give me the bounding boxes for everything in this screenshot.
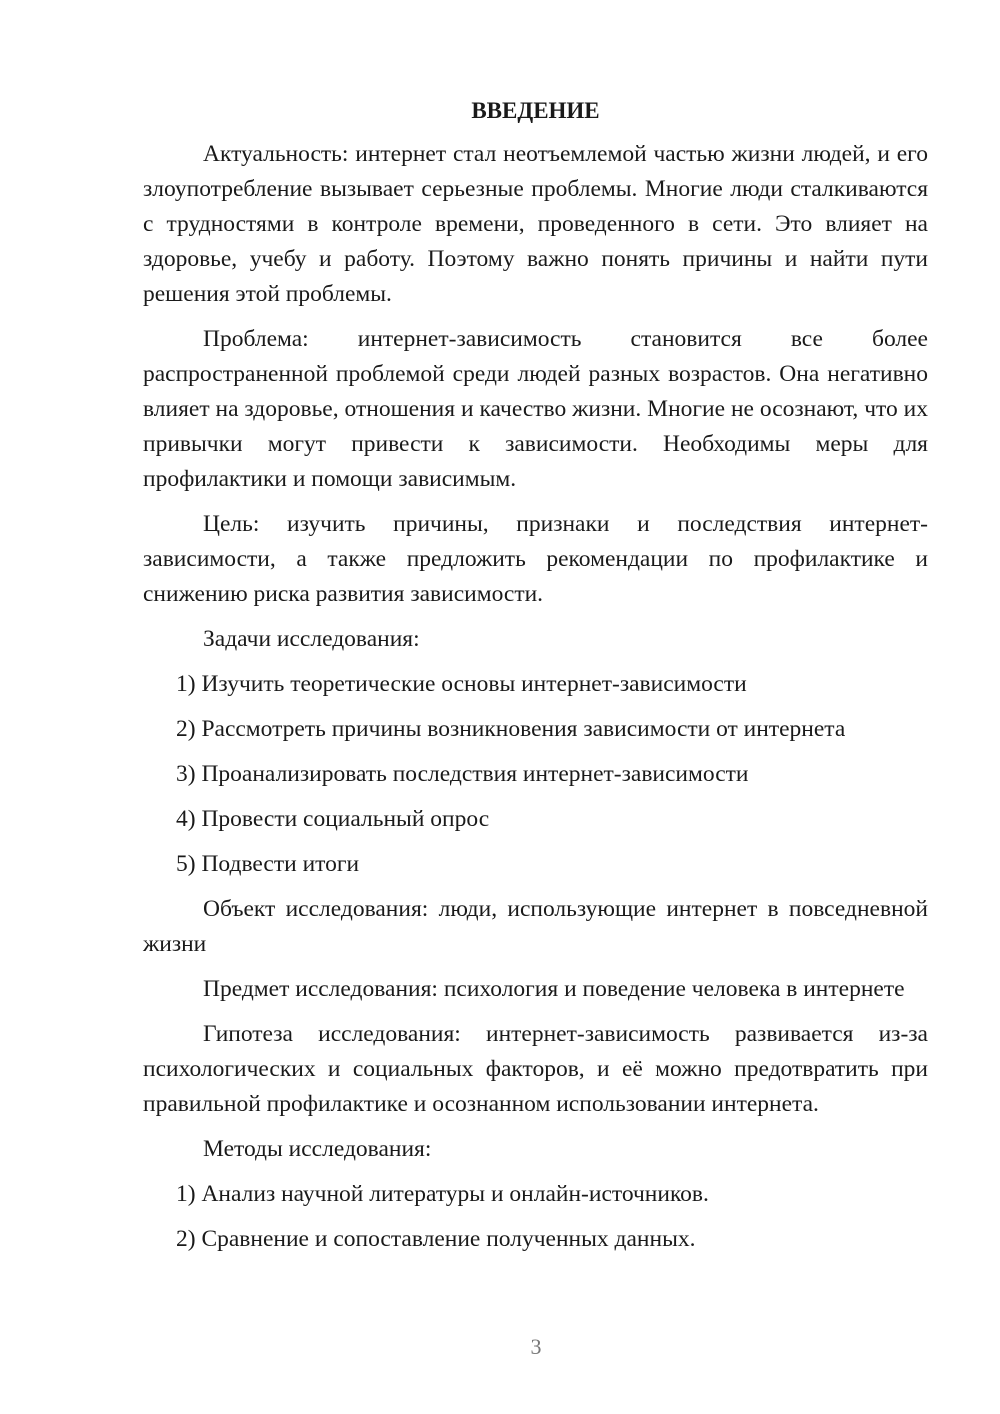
object-paragraph: Объект исследования: люди, использующие интернет в повседневной жизни <box>143 896 928 957</box>
problem-paragraph: Проблема: интернет-зависимость становится все более распространенной проблемой среди людей разных возрастов. Она негативно влияет на здоровье, отношения и качество жизни. Многие не осознают, что их привычки могут привести к зависимости. Необходимы меры для профилактики и помощи зависимым. <box>143 326 928 492</box>
page-content <box>143 93 928 1267</box>
task-item: 2) Рассмотреть причины возникновения зависимости от интернета <box>176 716 846 742</box>
tasks-label: Задачи исследования: <box>203 626 420 652</box>
task-item: 4) Провести социальный опрос <box>176 806 490 832</box>
section-heading: ВВЕДЕНИЕ <box>471 98 600 123</box>
method-item: 2) Сравнение и сопоставление полученных данных. <box>176 1226 696 1252</box>
page-number: 3 <box>530 1334 542 1359</box>
methods-label: Методы исследования: <box>203 1136 432 1162</box>
method-item: 1) Анализ научной литературы и онлайн-источников. <box>176 1181 709 1207</box>
task-item: 1) Изучить теоретические основы интернет-зависимости <box>176 671 747 697</box>
task-item: 3) Проанализировать последствия интернет-зависимости <box>176 761 749 787</box>
hypothesis-paragraph: Гипотеза исследования: интернет-зависимость развивается из-за психологических и социальных факторов, и её можно предотвратить при правильной профилактике и осознанном использовании интернета. <box>143 1021 928 1117</box>
relevance-paragraph: Актуальность: интернет стал неотъемлемой частью жизни людей, и его злоупотребление вызывает серьезные проблемы. Многие люди сталкиваются с трудностями в контроле времени, проведенного в сети. Это влияет на здоровье, учебу и работу. Поэтому важно понять причины и найти пути решения этой проблемы. <box>143 141 928 307</box>
goal-paragraph: Цель: изучить причины, признаки и последствия интернет-зависимости, а также предложить рекомендации по профилактике и снижению риска развития зависимости. <box>143 511 928 607</box>
subject-paragraph: Предмет исследования: психология и поведение человека в интернете <box>203 976 905 1002</box>
task-item: 5) Подвести итоги <box>176 851 360 877</box>
